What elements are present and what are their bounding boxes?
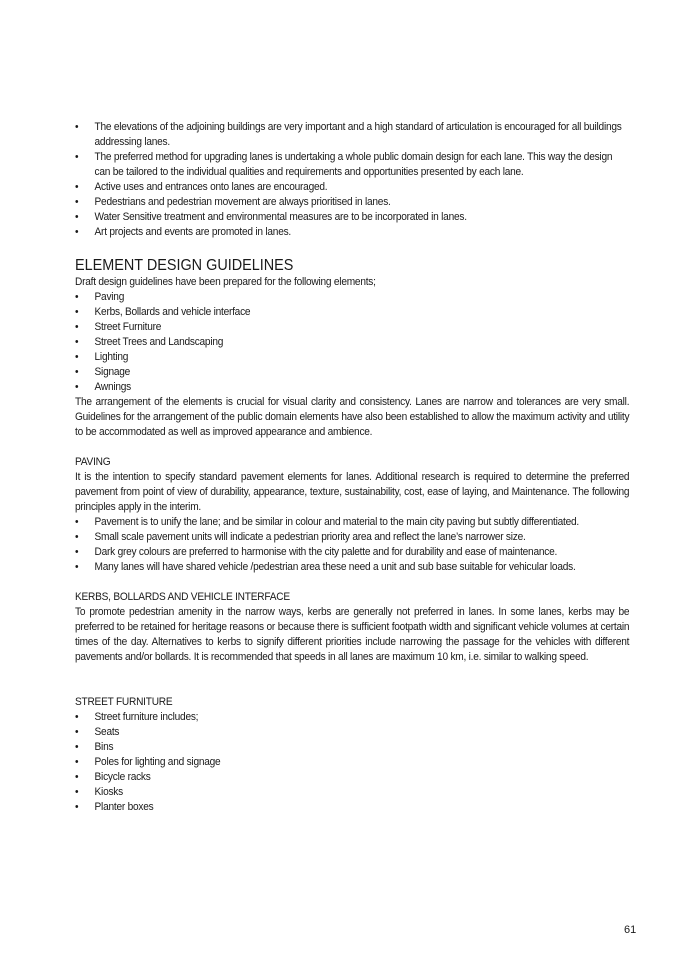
list-item: • Poles for lighting and signage [75, 755, 629, 770]
element-lead-text: Draft design guidelines have been prepared for the following elements; [75, 276, 376, 288]
kerbs-heading: KERBS, BOLLARDS AND VEHICLE INTERFACE [75, 591, 290, 603]
list-item: • The elevations of the adjoining buildings are very important and a high standard of articulation is encouraged for all buildings addressing lanes. [75, 120, 629, 150]
list-item: • The preferred method for upgrading lanes is undertaking a whole public domain design for each lane. This way the design can be tailored to the individual qualities and requirements and opportunities presented by each lane. [75, 150, 629, 180]
list-item: • Street Trees and Landscaping [75, 335, 629, 350]
paving-heading: PAVING [75, 456, 111, 468]
element-design-heading: ELEMENT DESIGN GUIDELINES [75, 257, 294, 274]
list-item: • Pavement is to unify the lane; and be similar in colour and material to the main city paving but subtly differentiated. [75, 515, 629, 530]
list-item: • Pedestrians and pedestrian movement are always prioritised in lanes. [75, 195, 629, 210]
list-item: • Bins [75, 740, 629, 755]
list-item: • Lighting [75, 350, 629, 365]
intro-bullet-list [75, 120, 629, 240]
element-list [75, 290, 629, 395]
list-item: • Signage [75, 365, 629, 380]
list-item: • Water Sensitive treatment and environmental measures are to be incorporated in lanes. [75, 210, 629, 225]
list-item: • Street Furniture [75, 320, 629, 335]
furniture-list [75, 710, 629, 815]
list-item: • Bicycle racks [75, 770, 629, 785]
list-item: • Paving [75, 290, 629, 305]
list-item: • Kerbs, Bollards and vehicle interface [75, 305, 629, 320]
list-item: • Planter boxes [75, 800, 629, 815]
paving-section [75, 455, 629, 575]
list-item: • Dark grey colours are preferred to harmonise with the city palette and for durability and ease of maintenance. [75, 545, 629, 560]
paving-body-text: It is the intention to specify standard pavement elements for lanes. Additional research is required to determine the preferred pavement from point of view of durability, appearance, texture, sustainability, cost, ease of laying, and Maintenance. The following principles apply in the interim. [75, 471, 630, 513]
furniture-section [75, 695, 629, 815]
list-item: • Kiosks [75, 785, 629, 800]
element-body-text: The arrangement of the elements is crucial for visual clarity and consistency. Lanes are narrow and tolerances are very small. Guidelines for the arrangement of the public domain elements have also been established to allow the maximum activity and utility to be accommodated as well as improved appearance and ambience. [75, 396, 630, 438]
intro-section [75, 120, 629, 240]
list-item: • Street furniture includes; [75, 710, 629, 725]
kerbs-body-text: To promote pedestrian amenity in the narrow ways, kerbs are generally not preferred in lanes. In some lanes, kerbs may be preferred to be retained for heritage reasons or because there is sufﬁcient footpath width and signiﬁcant vehicle volumes at certain times of the day. Alternatives to kerbs to signify different priorities include narrowing the passage for the vehicles with different pavements and/or bollards. It is recommended that speeds in all lanes are maximum 10 km, i.e. similar to walking speed. [75, 606, 630, 663]
list-item: • Seats [75, 725, 629, 740]
kerbs-section [75, 590, 629, 665]
list-item: • Art projects and events are promoted in lanes. [75, 225, 629, 240]
element-section [75, 275, 629, 440]
list-item: • Many lanes will have shared vehicle /pedestrian area these need a unit and sub base suitable for vehicular loads. [75, 560, 629, 575]
page-number: 61 [624, 924, 637, 936]
paving-bullet-list [75, 515, 629, 575]
furniture-heading: STREET FURNITURE [75, 696, 173, 708]
list-item: • Awnings [75, 380, 629, 395]
list-item: • Small scale pavement units will indicate a pedestrian priority area and reﬂect the lane’s narrower size. [75, 530, 629, 545]
list-item: • Active uses and entrances onto lanes are encouraged. [75, 180, 629, 195]
